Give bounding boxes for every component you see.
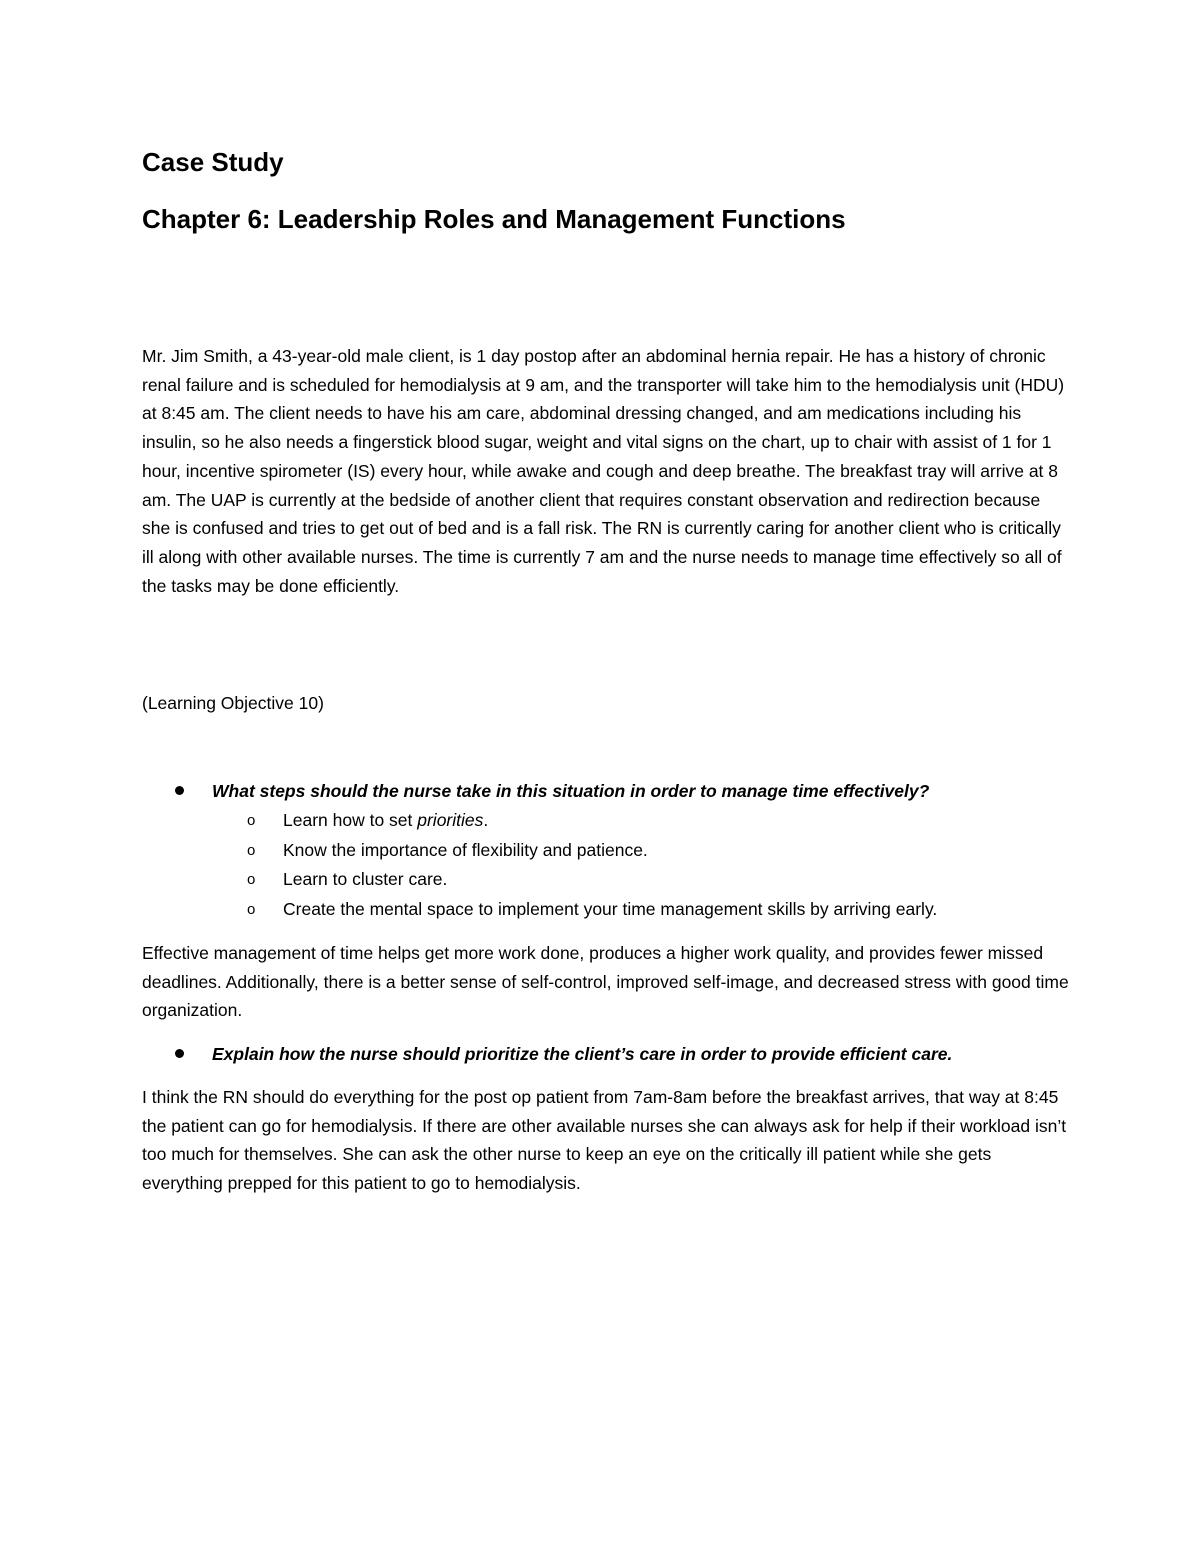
list-item: [247, 865, 937, 895]
question-text-2: Explain how the nurse should prioritize the client’s care in order to provide efficient care.: [212, 1044, 953, 1064]
list-item: [247, 836, 937, 866]
list-item: [247, 806, 937, 836]
list-item-text: Learn how to set: [283, 810, 418, 830]
time-management-steps-list: [247, 806, 937, 924]
question-text-1: What steps should the nurse take in this situation in order to manage time effectively?: [212, 781, 930, 801]
list-item-text: Know the importance of flexibility and patience.: [283, 839, 648, 860]
learning-objective: (Learning Objective 10): [142, 693, 324, 713]
list-item-text: Create the mental space to implement your time management skills by arriving early.: [283, 898, 938, 919]
circle-bullet-icon: o: [247, 841, 256, 859]
circle-bullet-icon: o: [247, 812, 256, 829]
chapter-heading: Chapter 6: Leadership Roles and Management Functions: [142, 204, 846, 234]
answer-paragraph: I think the RN should do everything for the post op patient from 7am-8am before the breakfast arrives, that way at 8:45 the patient can go for hemodialysis. If there are other available nurses she can always ask for help if their workload isn’t too much for themselves. She can ask the other nurse to keep an eye on the critically ill patient while she gets everything prepped for this patient to go to hemodialysis.: [142, 1087, 1067, 1194]
circle-bullet-icon: o: [247, 871, 256, 888]
list-item-emphasis: priorities: [417, 810, 484, 830]
list-item-suffix: .: [483, 810, 489, 830]
summary-paragraph: Effective management of time helps get more work done, produces a higher work quality, and provides fewer missed deadlines. Additionally, there is a better sense of self-control, improved self-image, and decreased stress with good time organization.: [142, 943, 1069, 1021]
case-scenario-paragraph: Mr. Jim Smith, a 43-year-old male client, is 1 day postop after an abdominal hernia repair. He has a history of chronic renal failure and is scheduled for hemodialysis at 9 am, and the transporter will take him to the hemodialysis unit (HDU) at 8:45 am. The client needs to have his am care, abdominal dressing changed, and am medications including his insulin, so he also needs a fingerstick blood sugar, weight and vital signs on the chart, up to chair with assist of 1 for 1 hour, incentive spirometer (IS) every hour, while awake and cough and deep breathe. The breakfast tray will arrive at 8 am. The UAP is currently at the bedside of another client that requires constant observation and redirection because she is confused and tries to get out of bed and is a fall risk. The RN is currently caring for another client who is critically ill along with other available nurses. The time is currently 7 am and the nurse needs to manage time effectively so all of the tasks may be done efficiently.: [142, 346, 1065, 596]
circle-bullet-icon: o: [247, 900, 256, 918]
document-title: Case Study: [142, 147, 284, 177]
list-item: [247, 895, 937, 925]
list-item-text: Learn to cluster care.: [283, 869, 448, 889]
